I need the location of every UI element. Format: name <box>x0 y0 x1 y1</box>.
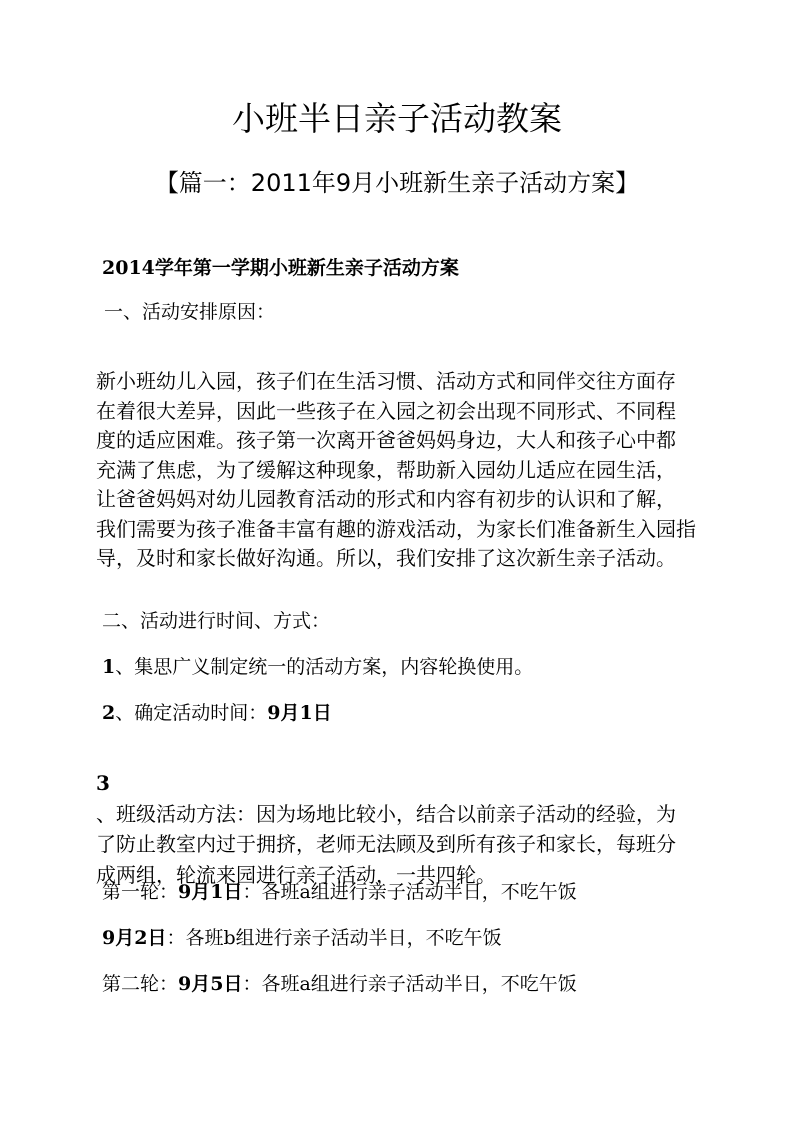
round-date: 9月5日 <box>178 973 243 995</box>
method-paragraph <box>96 768 716 890</box>
reason-paragraph <box>96 367 716 574</box>
paragraph-line: 充满了焦虑，为了缓解这种现象，帮助新入园幼儿适应在园生活， <box>96 457 676 482</box>
paragraph-line: 让爸爸妈妈对幼儿园教育活动的形式和内容有初步的认识和了解， <box>96 487 676 511</box>
schedule-round-1b <box>102 924 502 952</box>
paragraph-line: 了防止教室内过于拥挤，老师无法顾及到所有孩子和家长，每班分 <box>96 832 676 856</box>
paragraph-line: 3 、班级活动方法：因为场地比较小，结合以前亲子活动的经验，为 <box>96 771 676 826</box>
round-date: 9月1日 <box>178 881 243 903</box>
item-text: 、集思广义制定统一的活动方案，内容轮换使用。 <box>115 656 534 678</box>
schedule-round-1a <box>102 878 577 906</box>
item-number: 2 <box>102 702 116 724</box>
paragraph-line: 在着很大差异，因此一些孩子在入园之初会出现不同形式、不同程 <box>96 398 676 423</box>
round-label: 第一轮： <box>102 881 179 903</box>
round-text: ：各班a组进行亲子活动半日，不吃午饭 <box>242 881 577 903</box>
paragraph-line: 成两组，轮流来园进行亲子活动，一共四轮。 <box>96 862 496 887</box>
item-number: 1 <box>102 656 116 678</box>
item-text: 、确定活动时间： <box>115 702 268 724</box>
item-number: 3 <box>96 771 110 795</box>
plan-heading: 2014学年第一学期小班新生亲子活动方案 <box>102 257 459 279</box>
round-text: ：各班b组进行亲子活动半日，不吃午饭 <box>166 927 502 949</box>
schedule-round-2a <box>102 970 577 998</box>
paragraph-line: 新小班幼儿入园，孩子们在生活习惯、活动方式和同伴交往方面存 <box>96 369 676 393</box>
list-item-2 <box>102 699 332 727</box>
document-title: 小班半日亲子活动教案 <box>232 99 562 138</box>
paragraph-line: 导，及时和家长做好沟通。所以，我们安排了这次新生亲子活动。 <box>96 546 676 570</box>
section-heading-reason: 一、活动安排原因： <box>104 301 276 323</box>
round-label: 第二轮： <box>102 973 179 995</box>
document-subtitle: 【篇一：2011年9月小班新生亲子活动方案】 <box>154 169 640 197</box>
paragraph-line: 我们需要为孩子准备丰富有趣的游戏活动，为家长们准备新生入园指 <box>96 516 696 541</box>
round-text: ：各班a组进行亲子活动半日，不吃午饭 <box>242 973 577 995</box>
paragraph-line: 度的适应困难。孩子第一次离开爸爸妈妈身边，大人和孩子心中都 <box>96 428 676 452</box>
item-date: 9月1日 <box>267 702 332 724</box>
section-heading-time: 二、活动进行时间、方式： <box>102 610 331 632</box>
list-item-1 <box>102 653 533 681</box>
round-date: 9月2日 <box>102 927 167 949</box>
